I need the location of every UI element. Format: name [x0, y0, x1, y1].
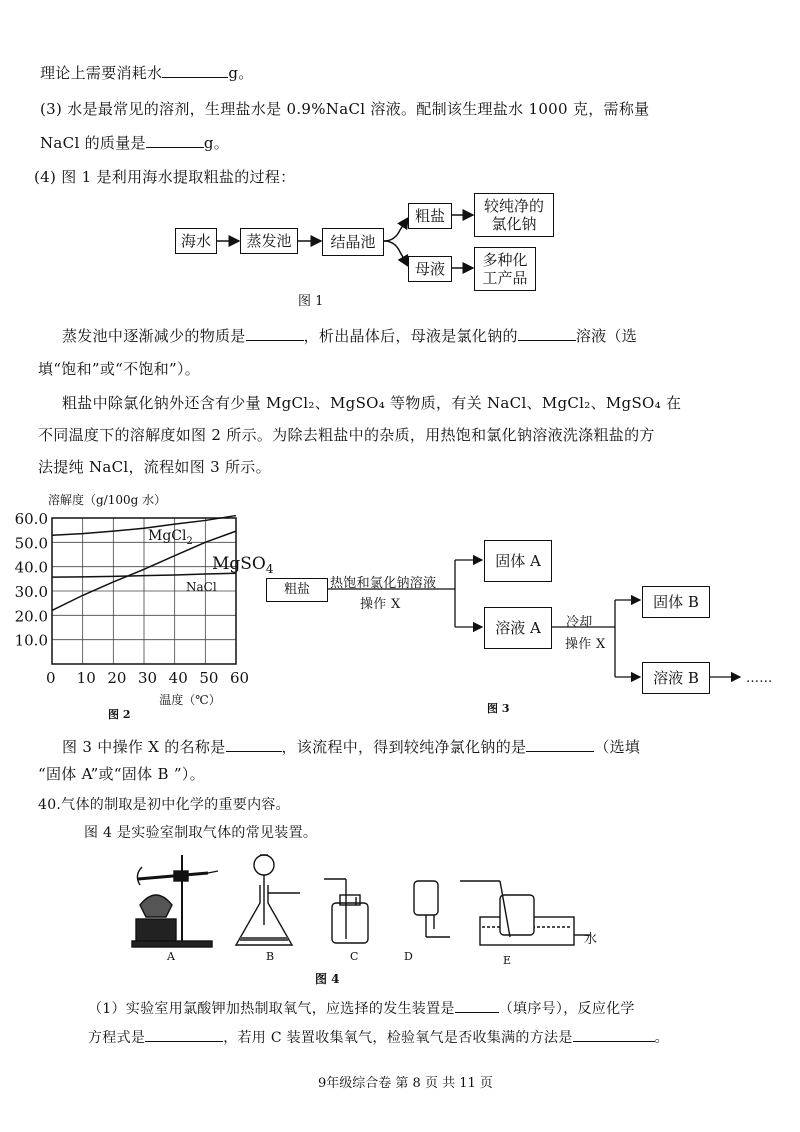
q4-after-line2: “固体 A”或“固体 B ”）。 [38, 765, 205, 783]
fig1-node-chemical-products-line1: 多种化 [482, 251, 528, 269]
q2-tail-text: 理论上需要消耗水 [40, 64, 163, 82]
y-tick-label: 20.0 [14, 607, 48, 626]
q40-sub1-line1 [88, 998, 635, 1018]
fig1-caption: 图 1 [298, 294, 324, 309]
y-tick-label: 30.0 [14, 583, 48, 601]
fig3-ellipsis: …… [746, 671, 773, 686]
figure-4-apparatus [120, 845, 610, 985]
q40-blank-3[interactable] [573, 1027, 655, 1042]
q4-p1-text-c: 溶液（选 [575, 327, 638, 345]
apparatus-d-icon [414, 881, 450, 937]
x-tick-label: 60 [230, 669, 250, 687]
apparatus-a-icon [132, 855, 218, 947]
q4-p1-text-b: ，析出晶体后，母液是氯化钠的 [303, 327, 518, 345]
q4-after-text-b: ，该流程中，得到较纯净氯化钠的是 [281, 738, 527, 756]
q40-intro: 图 4 是实验室制取气体的常见装置。 [84, 825, 318, 841]
fig3-node-solution-b: 溶液 B [642, 662, 710, 694]
fig1-node-seawater: 海水 [175, 228, 217, 254]
apparatus-b-icon [236, 855, 300, 945]
x-tick-label: 40 [168, 669, 188, 687]
series-label-MgSO4: MgSO$_4$ [212, 554, 274, 576]
x-tick-label: 0 [46, 669, 56, 687]
chart-title: 溶解度（g/100g 水） [48, 493, 167, 507]
fig3-edge1-bottom-label: 操作 X [360, 597, 401, 612]
fig4-caption: 图 4 [315, 972, 340, 986]
fig4-label-c: C [350, 950, 359, 963]
q4-p1-line2: 填“饱和”或“不饱和”）。 [38, 360, 201, 378]
fig3-edge2-top-label: 冷却 [566, 615, 593, 630]
fig3-node-crude-salt: 粗盐 [266, 578, 328, 602]
x-tick-label: 10 [76, 669, 96, 687]
q3-line1: (3) 水是最常见的溶剂，生理盐水是 0.9%NaCl 溶液。配制该生理盐水 1000 克，需称量 [40, 100, 650, 118]
q40-blank-2[interactable] [145, 1027, 223, 1042]
q4-p2-line3: 法提纯 NaCl，流程如图 3 所示。 [38, 458, 271, 476]
fig3-node-solution-a: 溶液 A [484, 607, 552, 649]
fig1-node-evaporation-pond: 蒸发池 [240, 228, 298, 254]
x-tick-label: 20 [107, 669, 127, 687]
q40-sub1-text-e: 。 [654, 1030, 669, 1046]
fig1-node-mother-liquor: 母液 [408, 256, 452, 282]
x-axis-label: 温度（℃） [159, 693, 221, 707]
chart-caption: 图 2 [108, 708, 131, 721]
y-tick-label: 10.0 [14, 631, 48, 650]
q4-after-text-c: （选填 [594, 738, 641, 756]
fig3-node-solid-a: 固体 A [484, 540, 552, 582]
fig1-node-chemical-products-line2: 工产品 [482, 269, 528, 287]
q4-p2-line1: 粗盐中除氯化钠外还含有少量 MgCl₂、MgSO₄ 等物质，有关 NaCl、MgCl₂、MgSO₄ 在 [62, 394, 682, 412]
q40-blank-1[interactable] [455, 998, 499, 1013]
q4-p2-line2: 不同温度下的溶解度如图 2 所示。为除去粗盐中的杂质，用热饱和氯化钠溶液洗涤粗盐的方 [38, 426, 655, 444]
q40-sub1-text-c: 方程式是 [88, 1030, 146, 1046]
q4-p1-text-a: 蒸发池中逐渐减少的物质是 [62, 327, 246, 345]
fig3-caption: 图 3 [487, 702, 510, 715]
fig4-label-e: E [503, 954, 512, 967]
q4-after-line1 [62, 736, 640, 757]
fig4-water-label: 水 [584, 932, 598, 947]
series-label-NaCl: NaCl [186, 580, 217, 594]
fig3-node-solid-b: 固体 B [642, 586, 710, 618]
fig4-label-d: D [404, 950, 414, 963]
y-tick-label: 40.0 [14, 558, 48, 577]
y-tick-label: 60.0 [14, 510, 48, 528]
y-tick-label: 50.0 [14, 534, 48, 553]
q40-sub1-text-a: （1）实验室用氯酸钾加热制取氧气，应选择的发生装置是 [88, 1001, 455, 1017]
q3-line2-text: NaCl 的质量是 [40, 134, 146, 152]
q40-title: 40.气体的制取是初中化学的重要内容。 [38, 797, 290, 813]
fig1-node-crude-salt: 粗盐 [408, 203, 452, 229]
fig1-node-crystallization-pond: 结晶池 [322, 228, 384, 256]
fig3-edge1-top-label: 热饱和氯化钠溶液 [330, 576, 437, 591]
fig3-edge2-bottom-label: 操作 X [565, 637, 606, 652]
q40-sub1-text-b: （填序号），反应化学 [498, 1001, 635, 1017]
series-label-MgCl2: MgCl$_2$ [148, 528, 193, 547]
q4-blank-4[interactable] [526, 737, 594, 752]
fig4-label-a: A [167, 950, 176, 963]
q4-intro: (4) 图 1 是利用海水提取粗盐的过程： [34, 168, 296, 186]
x-tick-label: 50 [199, 669, 219, 687]
apparatus-c-icon [324, 879, 368, 943]
fig1-node-pure-nacl-line1: 较纯净的 [483, 197, 544, 215]
q4-after-text-a: 图 3 中操作 X 的名称是 [62, 738, 226, 756]
q40-sub1-text-d: ，若用 C 装置收集氧气，检验氧气是否收集满的方法是 [223, 1030, 573, 1046]
x-tick-label: 30 [138, 669, 158, 687]
q3-unit: g。 [203, 134, 230, 152]
q4-blank-3[interactable] [226, 737, 282, 752]
page-footer: 9年级综合卷 第 8 页 共 11 页 [318, 1076, 493, 1091]
apparatus-e-icon [460, 881, 590, 945]
q2-tail-unit: g。 [228, 64, 254, 82]
q40-sub1-line2 [88, 1027, 669, 1047]
fig1-node-pure-nacl-line2: 氯化钠 [491, 215, 537, 233]
fig4-label-b: B [266, 950, 275, 963]
